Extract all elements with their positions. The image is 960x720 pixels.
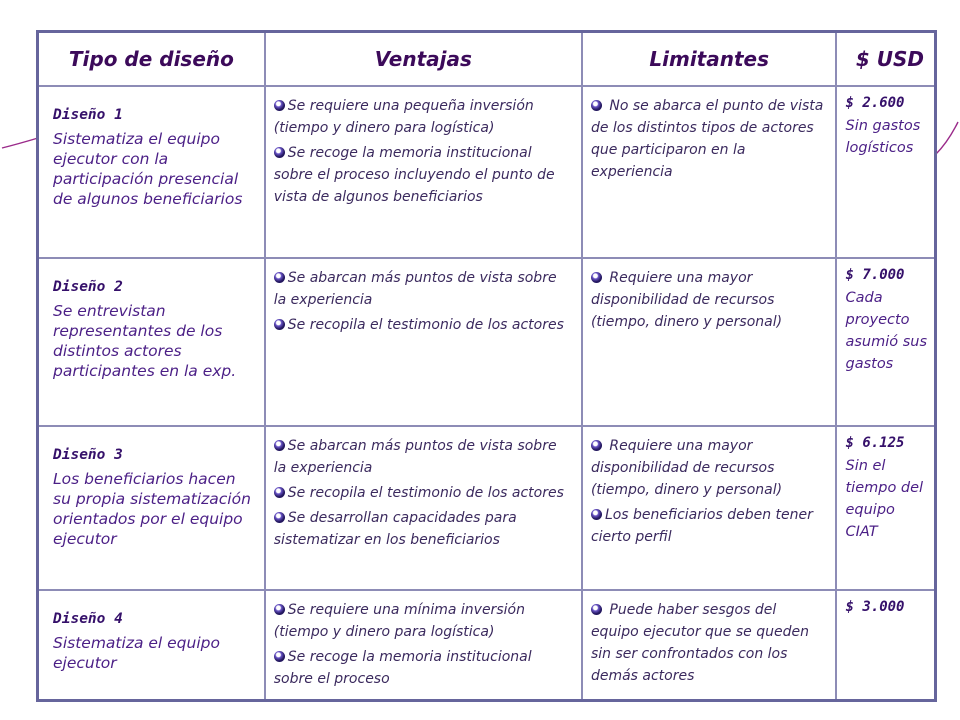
- table-row: [38, 258, 936, 426]
- header-row: [38, 32, 936, 87]
- design-description: Los beneficiarios hacen su propia sistematización orientados por el equipo ejecutor: [53, 470, 251, 548]
- ventaja-text: Se requiere una pequeña inversión (tiempo y dinero para logística): [273, 98, 534, 136]
- ventaja-item: [274, 142, 573, 208]
- bullet-icon: [591, 440, 602, 451]
- ventaja-text: Se recopila el testimonio de los actores: [287, 317, 564, 333]
- design-name: Diseño 2: [53, 279, 123, 295]
- limitantes-cell: [582, 258, 837, 426]
- header-tipo: Tipo de diseño: [38, 32, 265, 87]
- bullet-icon: [274, 100, 285, 111]
- limitantes-cell: [582, 590, 837, 701]
- decorative-curve-right: [934, 120, 960, 160]
- ventajas-cell: [265, 590, 582, 701]
- bullet-icon: [591, 272, 602, 283]
- ventaja-item: [274, 507, 573, 551]
- ventaja-item: [274, 646, 573, 690]
- bullet-icon: [274, 512, 285, 523]
- limitante-text: No se abarca el punto de vista de los distintos tipos de actores que participaron en la experiencia: [590, 98, 824, 180]
- ventaja-text: Se desarrollan capacidades para sistematizar en los beneficiarios: [273, 510, 517, 548]
- ventaja-item: [274, 95, 573, 139]
- ventaja-text: Se abarcan más puntos de vista sobre la experiencia: [273, 270, 557, 308]
- header-usd: $ USD: [836, 32, 935, 87]
- ventaja-item: [274, 314, 573, 336]
- ventaja-text: Se recoge la memoria institucional sobre el proceso: [273, 649, 532, 687]
- ventaja-text: Se requiere una mínima inversión (tiempo y dinero para logística): [273, 602, 525, 640]
- limitante-item: [591, 267, 828, 333]
- design-cell: [38, 426, 265, 590]
- limitantes-cell: [582, 426, 837, 590]
- design-description: Sistematiza el equipo ejecutor: [53, 634, 220, 672]
- table-row: [38, 86, 936, 258]
- bullet-icon: [274, 651, 285, 662]
- design-cell: [38, 258, 265, 426]
- design-cell: [38, 590, 265, 701]
- ventaja-item: [274, 482, 573, 504]
- price-note: Sin el tiempo del equipo CIAT: [845, 458, 924, 540]
- usd-cell: [836, 86, 935, 258]
- price-value: $ 6.125: [845, 435, 905, 451]
- design-name: Diseño 1: [53, 107, 123, 123]
- limitante-item: [591, 504, 828, 548]
- ventaja-text: Se recopila el testimonio de los actores: [287, 485, 564, 501]
- design-description: Se entrevistan representantes de los distintos actores participantes en la exp.: [53, 302, 237, 380]
- ventaja-item: [274, 599, 573, 643]
- limitante-item: [591, 435, 828, 501]
- bullet-icon: [274, 487, 285, 498]
- bullet-icon: [274, 440, 285, 451]
- ventajas-cell: [265, 258, 582, 426]
- bullet-icon: [274, 272, 285, 283]
- bullet-icon: [591, 100, 602, 111]
- design-cell: [38, 86, 265, 258]
- bullet-icon: [274, 319, 285, 330]
- price-value: $ 7.000: [845, 267, 905, 283]
- ventaja-item: [274, 435, 573, 479]
- bullet-icon: [591, 509, 602, 520]
- limitantes-cell: [582, 86, 837, 258]
- limitante-item: [591, 599, 828, 687]
- header-ventajas: Ventajas: [265, 32, 582, 87]
- usd-cell: [836, 590, 935, 701]
- ventaja-text: Se abarcan más puntos de vista sobre la experiencia: [273, 438, 557, 476]
- usd-cell: [836, 258, 935, 426]
- header-limitantes: Limitantes: [582, 32, 837, 87]
- ventajas-cell: [265, 426, 582, 590]
- ventaja-text: Se recoge la memoria institucional sobre el proceso incluyendo el punto de vista de algunos beneficiarios: [273, 145, 555, 205]
- ventaja-item: [274, 267, 573, 311]
- price-value: $ 2.600: [845, 95, 905, 111]
- design-name: Diseño 4: [53, 611, 123, 627]
- design-comparison-table: [36, 30, 937, 702]
- table-row: [38, 426, 936, 590]
- price-note: Sin gastos logísticos: [845, 118, 921, 156]
- limitante-text: Puede haber sesgos del equipo ejecutor que se queden sin ser confrontados con los demás actores: [590, 602, 809, 684]
- table-row: [38, 590, 936, 701]
- bullet-icon: [591, 604, 602, 615]
- limitante-item: [591, 95, 828, 183]
- price-value: $ 3.000: [845, 599, 905, 615]
- price-note: Cada proyecto asumió sus gastos: [845, 290, 928, 372]
- ventajas-cell: [265, 86, 582, 258]
- design-description: Sistematiza el equipo ejecutor con la participación presencial de algunos beneficiarios: [53, 130, 243, 208]
- bullet-icon: [274, 147, 285, 158]
- limitante-text: Requiere una mayor disponibilidad de recursos (tiempo, dinero y personal): [590, 438, 783, 498]
- design-name: Diseño 3: [53, 447, 123, 463]
- decorative-curve-left: [0, 130, 40, 154]
- usd-cell: [836, 426, 935, 590]
- limitante-text: Requiere una mayor disponibilidad de recursos (tiempo, dinero y personal): [590, 270, 783, 330]
- bullet-icon: [274, 604, 285, 615]
- limitante-text: Los beneficiarios deben tener cierto perfil: [590, 507, 813, 545]
